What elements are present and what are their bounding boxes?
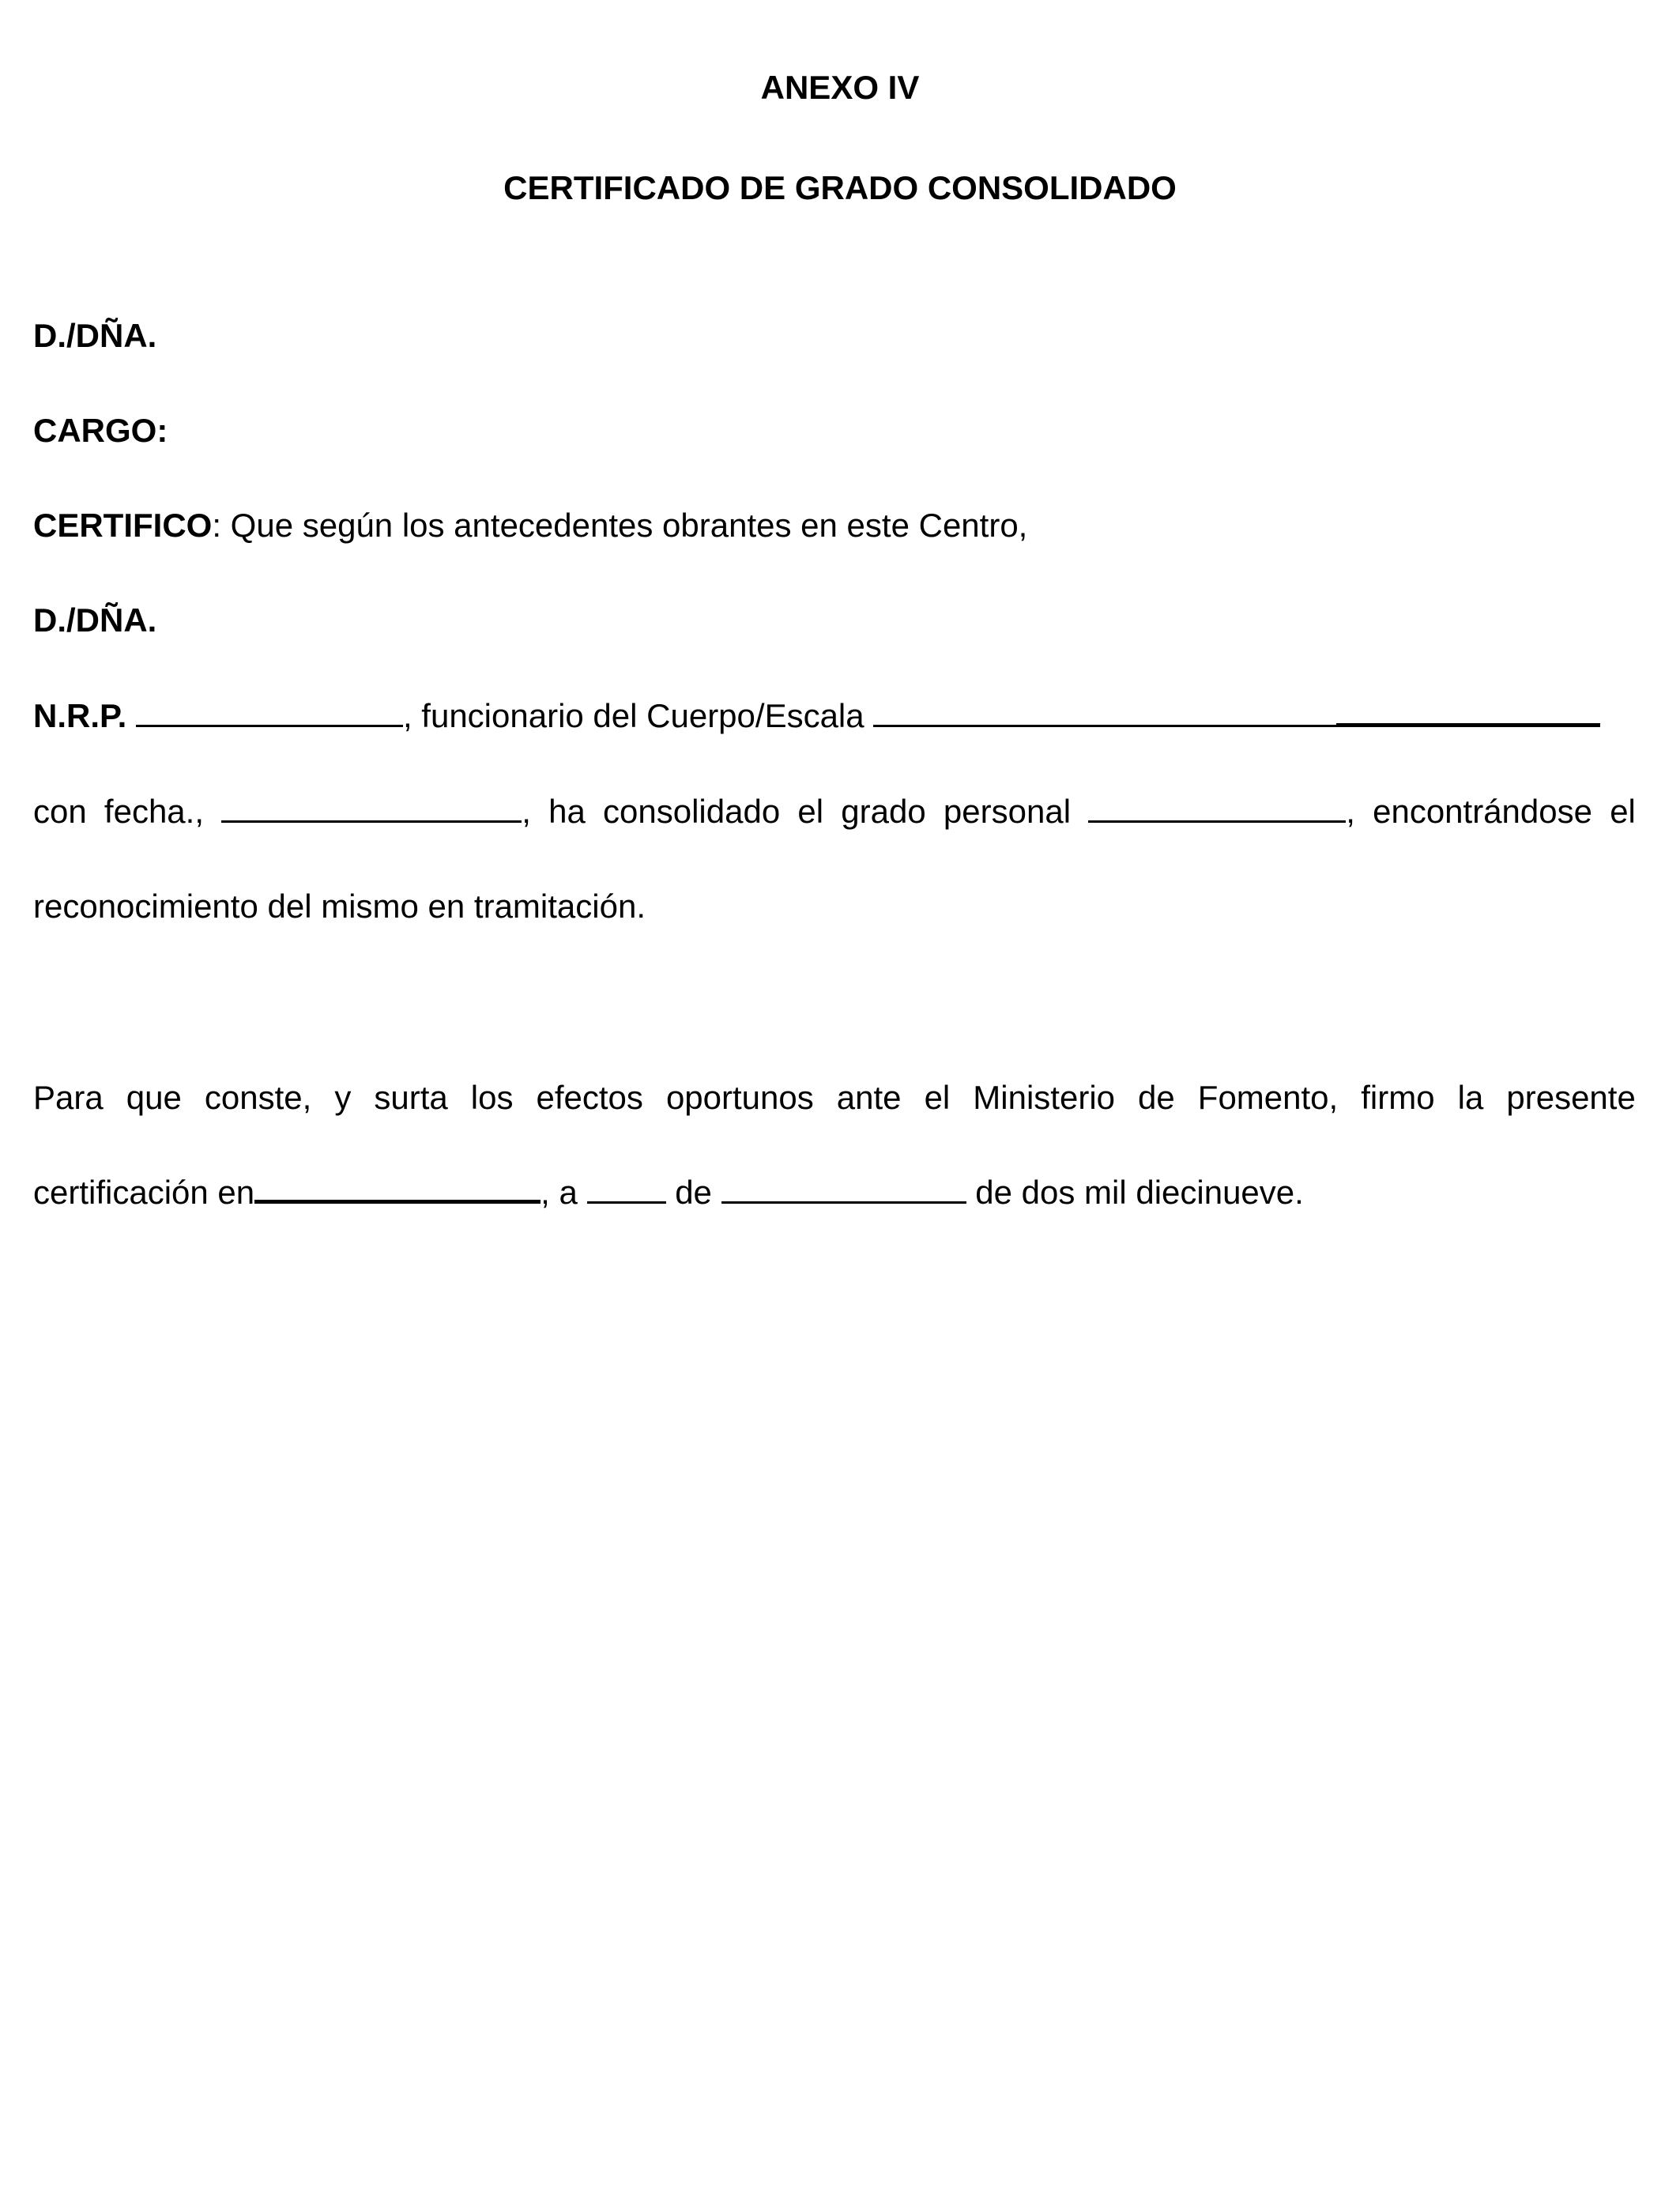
word: ,	[1346, 793, 1355, 830]
word: con	[33, 793, 87, 830]
word: el	[1610, 793, 1636, 830]
certifico-text: : Que según los antecedentes obrantes en este Centro,	[212, 507, 1028, 544]
word: que	[126, 1079, 182, 1116]
word: presente	[1506, 1079, 1636, 1116]
certificacion-line	[33, 1173, 1636, 1212]
grado-group	[1088, 792, 1355, 831]
fecha-group	[221, 792, 531, 831]
fecha-line	[33, 792, 1636, 831]
certificacion-a: , a	[541, 1174, 578, 1211]
word: los	[470, 1079, 514, 1116]
word: grado	[841, 793, 926, 830]
word: la	[1457, 1079, 1484, 1116]
cargo-label: CARGO:	[33, 412, 168, 449]
word: el	[797, 793, 824, 830]
certificacion-de: de	[675, 1174, 712, 1211]
word: de	[1138, 1079, 1175, 1116]
word: ante	[836, 1079, 902, 1116]
word: Fomento,	[1197, 1079, 1339, 1116]
certifico-line	[33, 506, 1636, 545]
nrp-label: N.R.P.	[33, 697, 127, 734]
word: ha	[548, 793, 586, 830]
word: Ministerio	[973, 1079, 1116, 1116]
nrp-line	[33, 696, 1636, 736]
word: personal	[943, 793, 1072, 830]
word: consolidado	[603, 793, 781, 830]
annex-heading: ANEXO IV	[760, 69, 920, 106]
nrp-blank	[136, 698, 403, 727]
certificacion-prefix: certificación en	[33, 1174, 255, 1211]
reconocimiento-line: reconocimiento del mismo en tramitación.	[33, 888, 646, 925]
mes-blank	[721, 1174, 966, 1204]
certifico-label: CERTIFICO	[33, 507, 213, 544]
word: surta	[374, 1079, 448, 1116]
lugar-blank	[254, 1173, 541, 1204]
word: el	[924, 1079, 951, 1116]
nrp-after-text: , funcionario del Cuerpo/Escala	[402, 697, 864, 734]
certificacion-suffix: de dos mil diecinueve.	[975, 1174, 1304, 1211]
word: Para	[33, 1079, 104, 1116]
escala-blank-continued	[1336, 696, 1600, 727]
don-label-1: D./DÑA.	[33, 317, 157, 354]
document-title: CERTIFICADO DE GRADO CONSOLIDADO	[503, 169, 1177, 206]
word: firmo	[1361, 1079, 1435, 1116]
word: oportunos	[665, 1079, 814, 1116]
word: fecha.,	[104, 793, 205, 830]
dia-blank	[587, 1174, 666, 1204]
don-label-2: D./DÑA.	[33, 601, 157, 639]
para-que-conste-line	[33, 1078, 1636, 1118]
word: conste,	[204, 1079, 312, 1116]
word: encontrándose	[1373, 793, 1592, 830]
grado-blank	[1088, 794, 1346, 823]
word: y	[334, 1079, 352, 1116]
word: efectos	[536, 1079, 643, 1116]
fecha-blank	[221, 794, 522, 823]
escala-blank	[873, 698, 1336, 727]
word: ,	[522, 793, 531, 830]
